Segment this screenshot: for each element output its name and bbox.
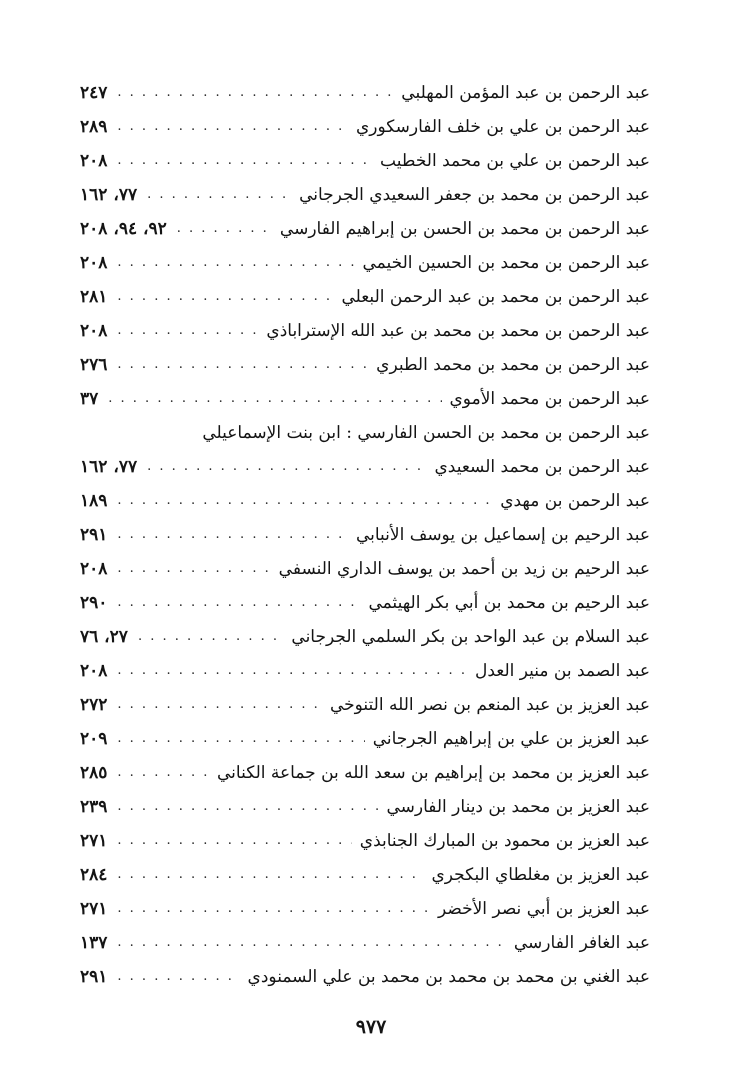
index-entry <box>80 178 650 212</box>
entry-pages: ٢٣٩ <box>80 797 108 817</box>
name-index-list <box>80 76 650 994</box>
dot-leader <box>138 620 283 654</box>
entry-name: عبد العزيز بن محمد بن دينار الفارسي <box>386 797 650 817</box>
index-entry <box>80 76 650 110</box>
index-entry <box>80 280 650 314</box>
entry-name: عبد الرحيم بن محمد بن أبي بكر الهيثمي <box>368 593 650 613</box>
entry-pages: ٢٠٨ <box>80 321 108 341</box>
entry-name: عبد الرحمن بن عبد المؤمن المهلبي <box>401 83 650 103</box>
index-entry <box>80 824 650 858</box>
entry-name: عبد السلام بن عبد الواحد بن بكر السلمي الجرجاني <box>291 627 650 647</box>
entry-pages: ٢٨٥ <box>80 763 108 783</box>
entry-name: عبد العزيز بن عبد المنعم بن نصر الله التنوخي <box>329 695 650 715</box>
entry-pages: ٣٧ <box>80 389 99 409</box>
index-entry <box>80 620 650 654</box>
entry-name: عبد الرحمن بن محمد بن الحسين الخيمي <box>362 253 650 273</box>
dot-leader <box>117 110 348 144</box>
dot-leader <box>117 348 368 382</box>
entry-name: عبد الرحمن بن مهدي <box>500 491 650 511</box>
entry-name: عبد الصمد بن منير العدل <box>474 661 650 681</box>
index-entry <box>80 314 650 348</box>
entry-pages: ٢٠٨ <box>80 661 108 681</box>
entry-pages: ٢٧، ٧٦ <box>80 627 128 647</box>
entry-pages: ٢٧٦ <box>80 355 108 375</box>
entry-pages: ٩٢، ٩٤، ٢٠٨ <box>80 219 167 239</box>
index-entry <box>80 926 650 960</box>
dot-leader <box>117 518 348 552</box>
entry-name: عبد الرحمن بن محمد بن محمد الطبري <box>376 355 650 375</box>
dot-leader <box>117 586 360 620</box>
entry-name: عبد العزيز بن علي بن إبراهيم الجرجاني <box>372 729 650 749</box>
entry-name: عبد الرحيم بن إسماعيل بن يوسف الأنبابي <box>355 525 650 545</box>
index-entry <box>80 722 650 756</box>
dot-leader <box>117 246 354 280</box>
dot-leader <box>117 892 430 926</box>
dot-leader <box>117 756 209 790</box>
dot-leader <box>108 382 441 416</box>
entry-pages: ٢٩١ <box>80 967 108 987</box>
entry-pages: ٢٤٧ <box>80 83 108 103</box>
entry-name: عبد الرحمن بن محمد الأموي <box>449 389 650 409</box>
entry-pages: ٢٧٢ <box>80 695 108 715</box>
entry-pages: ١٣٧ <box>80 933 108 953</box>
index-entry <box>80 382 650 416</box>
entry-name: عبد الغافر الفارسي <box>513 933 650 953</box>
entry-name: عبد الرحمن بن محمد بن جعفر السعيدي الجرجاني <box>299 185 650 205</box>
entry-pages: ٢٠٨ <box>80 151 108 171</box>
entry-name: عبد الرحمن بن علي بن خلف الفارسكوري <box>355 117 650 137</box>
entry-pages: ٧٧، ١٦٢ <box>80 457 138 477</box>
entry-name: عبد الرحمن بن محمد بن الحسن بن إبراهيم الفارسي <box>279 219 650 239</box>
index-entry <box>80 892 650 926</box>
entry-name: عبد العزيز بن مغلطاي البكجري <box>431 865 650 885</box>
entry-pages: ٢٩٠ <box>80 593 108 613</box>
index-entry <box>80 586 650 620</box>
entry-pages: ٢٠٨ <box>80 253 108 273</box>
entry-pages: ٢٩١ <box>80 525 108 545</box>
dot-leader <box>117 76 393 110</box>
entry-pages: ٢٧١ <box>80 831 108 851</box>
dot-leader <box>117 722 364 756</box>
dot-leader <box>117 858 423 892</box>
entry-pages: ١٨٩ <box>80 491 108 511</box>
entry-name: عبد الغني بن محمد بن محمد بن محمد بن علي السمنودي <box>247 967 650 987</box>
index-entry <box>80 212 650 246</box>
index-entry <box>80 110 650 144</box>
entry-pages: ٢٨٤ <box>80 865 108 885</box>
dot-leader <box>117 280 333 314</box>
entry-name: عبد الرحمن بن علي بن محمد الخطيب <box>380 151 650 171</box>
entry-name: عبد العزيز بن أبي نصر الأخضر <box>437 899 650 919</box>
dot-leader <box>117 654 467 688</box>
index-entry <box>80 144 650 178</box>
entry-name: عبد العزيز بن محمد بن إبراهيم بن سعد الله بن جماعة الكناني <box>216 763 650 783</box>
dot-leader <box>117 552 270 586</box>
entry-pages: ٢٧١ <box>80 899 108 919</box>
index-entry <box>80 790 650 824</box>
index-entry <box>80 756 650 790</box>
index-entry <box>80 246 650 280</box>
entry-pages: ٧٧، ١٦٢ <box>80 185 138 205</box>
index-entry <box>80 858 650 892</box>
dot-leader <box>117 314 258 348</box>
dot-leader <box>177 212 272 246</box>
dot-leader <box>117 926 505 960</box>
index-entry <box>80 960 650 994</box>
entry-pages: ٢٨٩ <box>80 117 108 137</box>
entry-name: عبد الرحمن بن محمد بن محمد بن عبد الله الإستراباذي <box>266 321 650 341</box>
dot-leader <box>117 688 322 722</box>
dot-leader <box>117 960 239 994</box>
index-entry <box>80 484 650 518</box>
page-number: ٩٧٧ <box>355 1016 387 1038</box>
entry-name: عبد العزيز بن محمود بن المبارك الجنابذي <box>359 831 650 851</box>
dot-leader <box>117 824 351 858</box>
index-cross-reference <box>80 416 650 450</box>
dot-leader <box>147 450 426 484</box>
index-entry <box>80 450 650 484</box>
index-entry <box>80 348 650 382</box>
dot-leader <box>117 790 378 824</box>
dot-leader <box>117 144 372 178</box>
dot-leader <box>147 178 291 212</box>
index-entry <box>80 552 650 586</box>
entry-name: عبد الرحمن بن محمد بن عبد الرحمن البعلي <box>341 287 650 307</box>
index-entry <box>80 518 650 552</box>
entry-name: عبد الرحمن بن محمد بن الحسن الفارسي : ابن بنت الإسماعيلي <box>202 423 650 443</box>
index-entry <box>80 688 650 722</box>
entry-pages: ٢٠٩ <box>80 729 108 749</box>
dot-leader <box>117 484 492 518</box>
index-entry <box>80 654 650 688</box>
entry-name: عبد الرحمن بن محمد السعيدي <box>434 457 650 477</box>
entry-pages: ٢٠٨ <box>80 559 108 579</box>
entry-name: عبد الرحيم بن زيد بن أحمد بن يوسف الداري النسفي <box>278 559 650 579</box>
entry-pages: ٢٨١ <box>80 287 108 307</box>
